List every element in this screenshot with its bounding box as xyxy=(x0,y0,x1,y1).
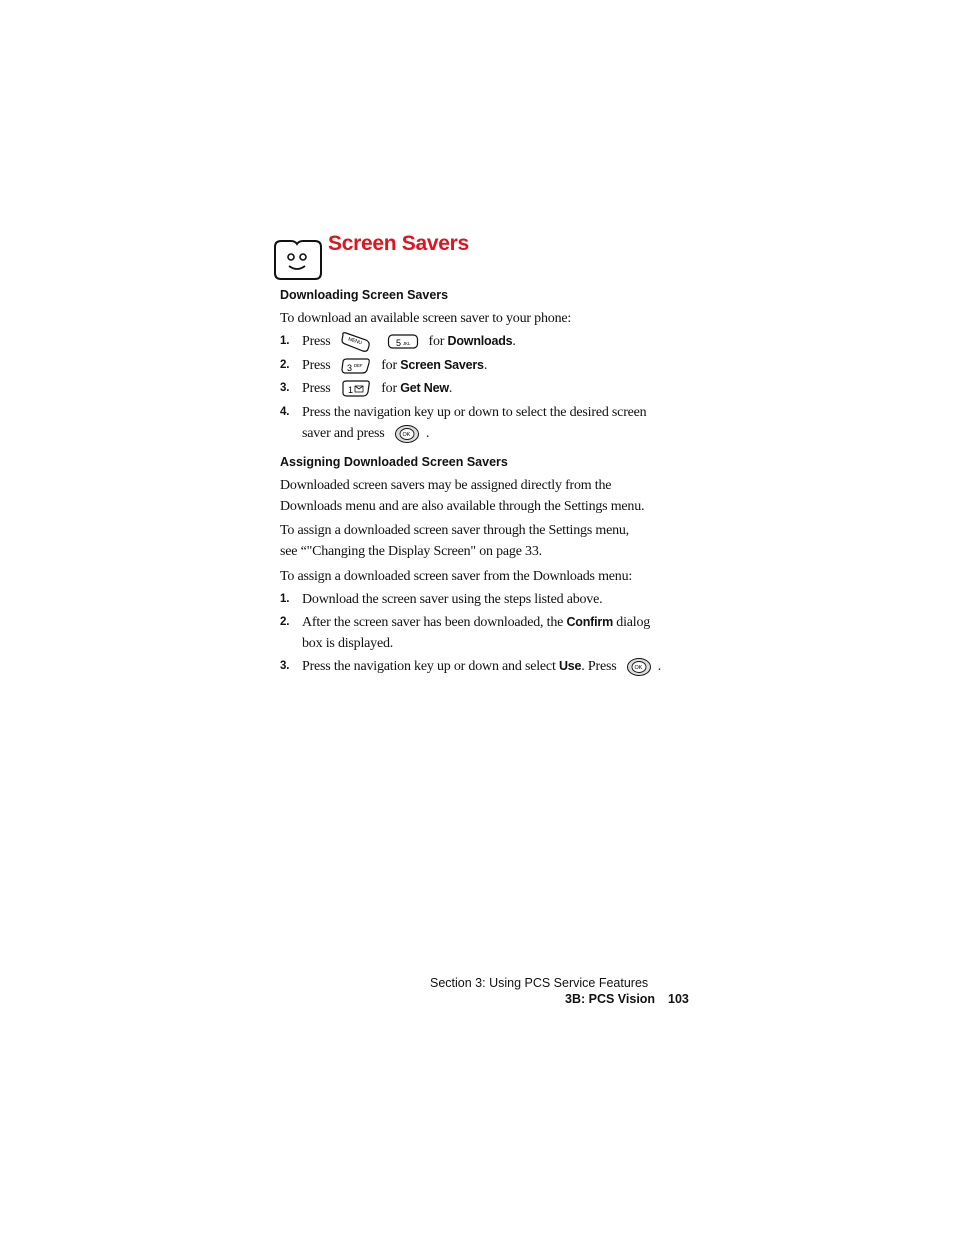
three-key-icon xyxy=(340,356,372,376)
step-text: for xyxy=(381,381,397,396)
page-number: 103 xyxy=(668,992,689,1006)
ok-key-icon xyxy=(626,657,652,677)
assign-step-1 xyxy=(280,589,665,610)
step-text: Press the navigation key up or down and select xyxy=(302,659,556,674)
menu-option-use: Use xyxy=(558,659,582,673)
assign-paragraph-2-line-2: see “"Changing the Display Screen" on page 33. xyxy=(280,544,542,559)
menu-option-get-new: Get New xyxy=(400,381,449,395)
assign-step-2 xyxy=(280,612,660,654)
step-1-downloads xyxy=(280,331,665,353)
five-key-digit: 5 xyxy=(396,338,401,348)
punctuation: . xyxy=(425,426,430,441)
assign-paragraph-3: To assign a downloaded screen saver from the Downloads menu: xyxy=(280,569,633,584)
punctuation: . xyxy=(657,659,662,674)
step-4-select xyxy=(280,402,665,444)
step-text: . Press xyxy=(581,659,617,674)
intro-text: To download an available screen saver to your phone: xyxy=(280,311,572,326)
step-text: dialog box is displayed. xyxy=(302,615,651,651)
punctuation: . xyxy=(483,358,488,373)
section-heading-assigning: Assigning Downloaded Screen Savers xyxy=(280,455,508,469)
step-text: After the screen saver has been downloaded, the xyxy=(302,615,564,630)
assign-paragraph-2-line-1: To assign a downloaded screen saver through the Settings menu, xyxy=(280,523,629,538)
menu-key-icon xyxy=(340,331,372,353)
step-text: Press the navigation key up or down to select the desired screen saver and press xyxy=(302,405,647,441)
ok-key-label: OK xyxy=(634,664,642,671)
step-3-get-new xyxy=(280,378,665,399)
step-2-screen-savers xyxy=(280,355,665,376)
three-key-letters: DEF xyxy=(353,362,363,368)
menu-key-label: MENU xyxy=(347,336,363,347)
punctuation: . xyxy=(448,381,453,396)
smiley-face-screen-icon xyxy=(271,239,325,281)
step-text: Press xyxy=(302,358,331,373)
ok-key-label: OK xyxy=(402,431,410,438)
step-number: 3. xyxy=(280,660,290,672)
one-key-digit: 1 xyxy=(347,384,353,395)
step-number: 1. xyxy=(280,335,290,347)
footer-section-title: Section 3: Using PCS Service Features xyxy=(430,976,649,990)
step-text: Press xyxy=(302,334,331,350)
step-text: for xyxy=(428,334,445,350)
five-key-icon xyxy=(387,333,419,351)
step-number: 2. xyxy=(280,616,290,628)
step-number: 2. xyxy=(280,359,290,371)
assign-paragraph-1: Downloaded screen savers may be assigned directly from the Downloads menu and are also available through the Settings menu. xyxy=(280,478,645,514)
assign-step-3 xyxy=(280,656,665,677)
page-title: Screen Savers xyxy=(328,232,469,255)
punctuation: . xyxy=(512,334,516,350)
step-text: for xyxy=(381,358,397,373)
footer-chapter-title: 3B: PCS Vision xyxy=(565,992,656,1006)
section-heading-downloading: Downloading Screen Savers xyxy=(280,288,449,302)
one-key-icon xyxy=(340,379,372,399)
five-key-letters: JKL xyxy=(403,341,411,346)
step-number: 4. xyxy=(280,406,290,418)
menu-option-downloads: Downloads xyxy=(447,334,513,349)
step-text: Download the screen saver using the steps listed above. xyxy=(302,592,603,607)
ok-key-icon xyxy=(394,424,420,444)
dialog-name-confirm: Confirm xyxy=(566,615,613,629)
step-number: 3. xyxy=(280,382,290,394)
step-number: 1. xyxy=(280,593,290,605)
menu-option-screen-savers: Screen Savers xyxy=(400,358,484,372)
step-text: Press xyxy=(302,381,331,396)
three-key-digit: 3 xyxy=(346,362,352,373)
